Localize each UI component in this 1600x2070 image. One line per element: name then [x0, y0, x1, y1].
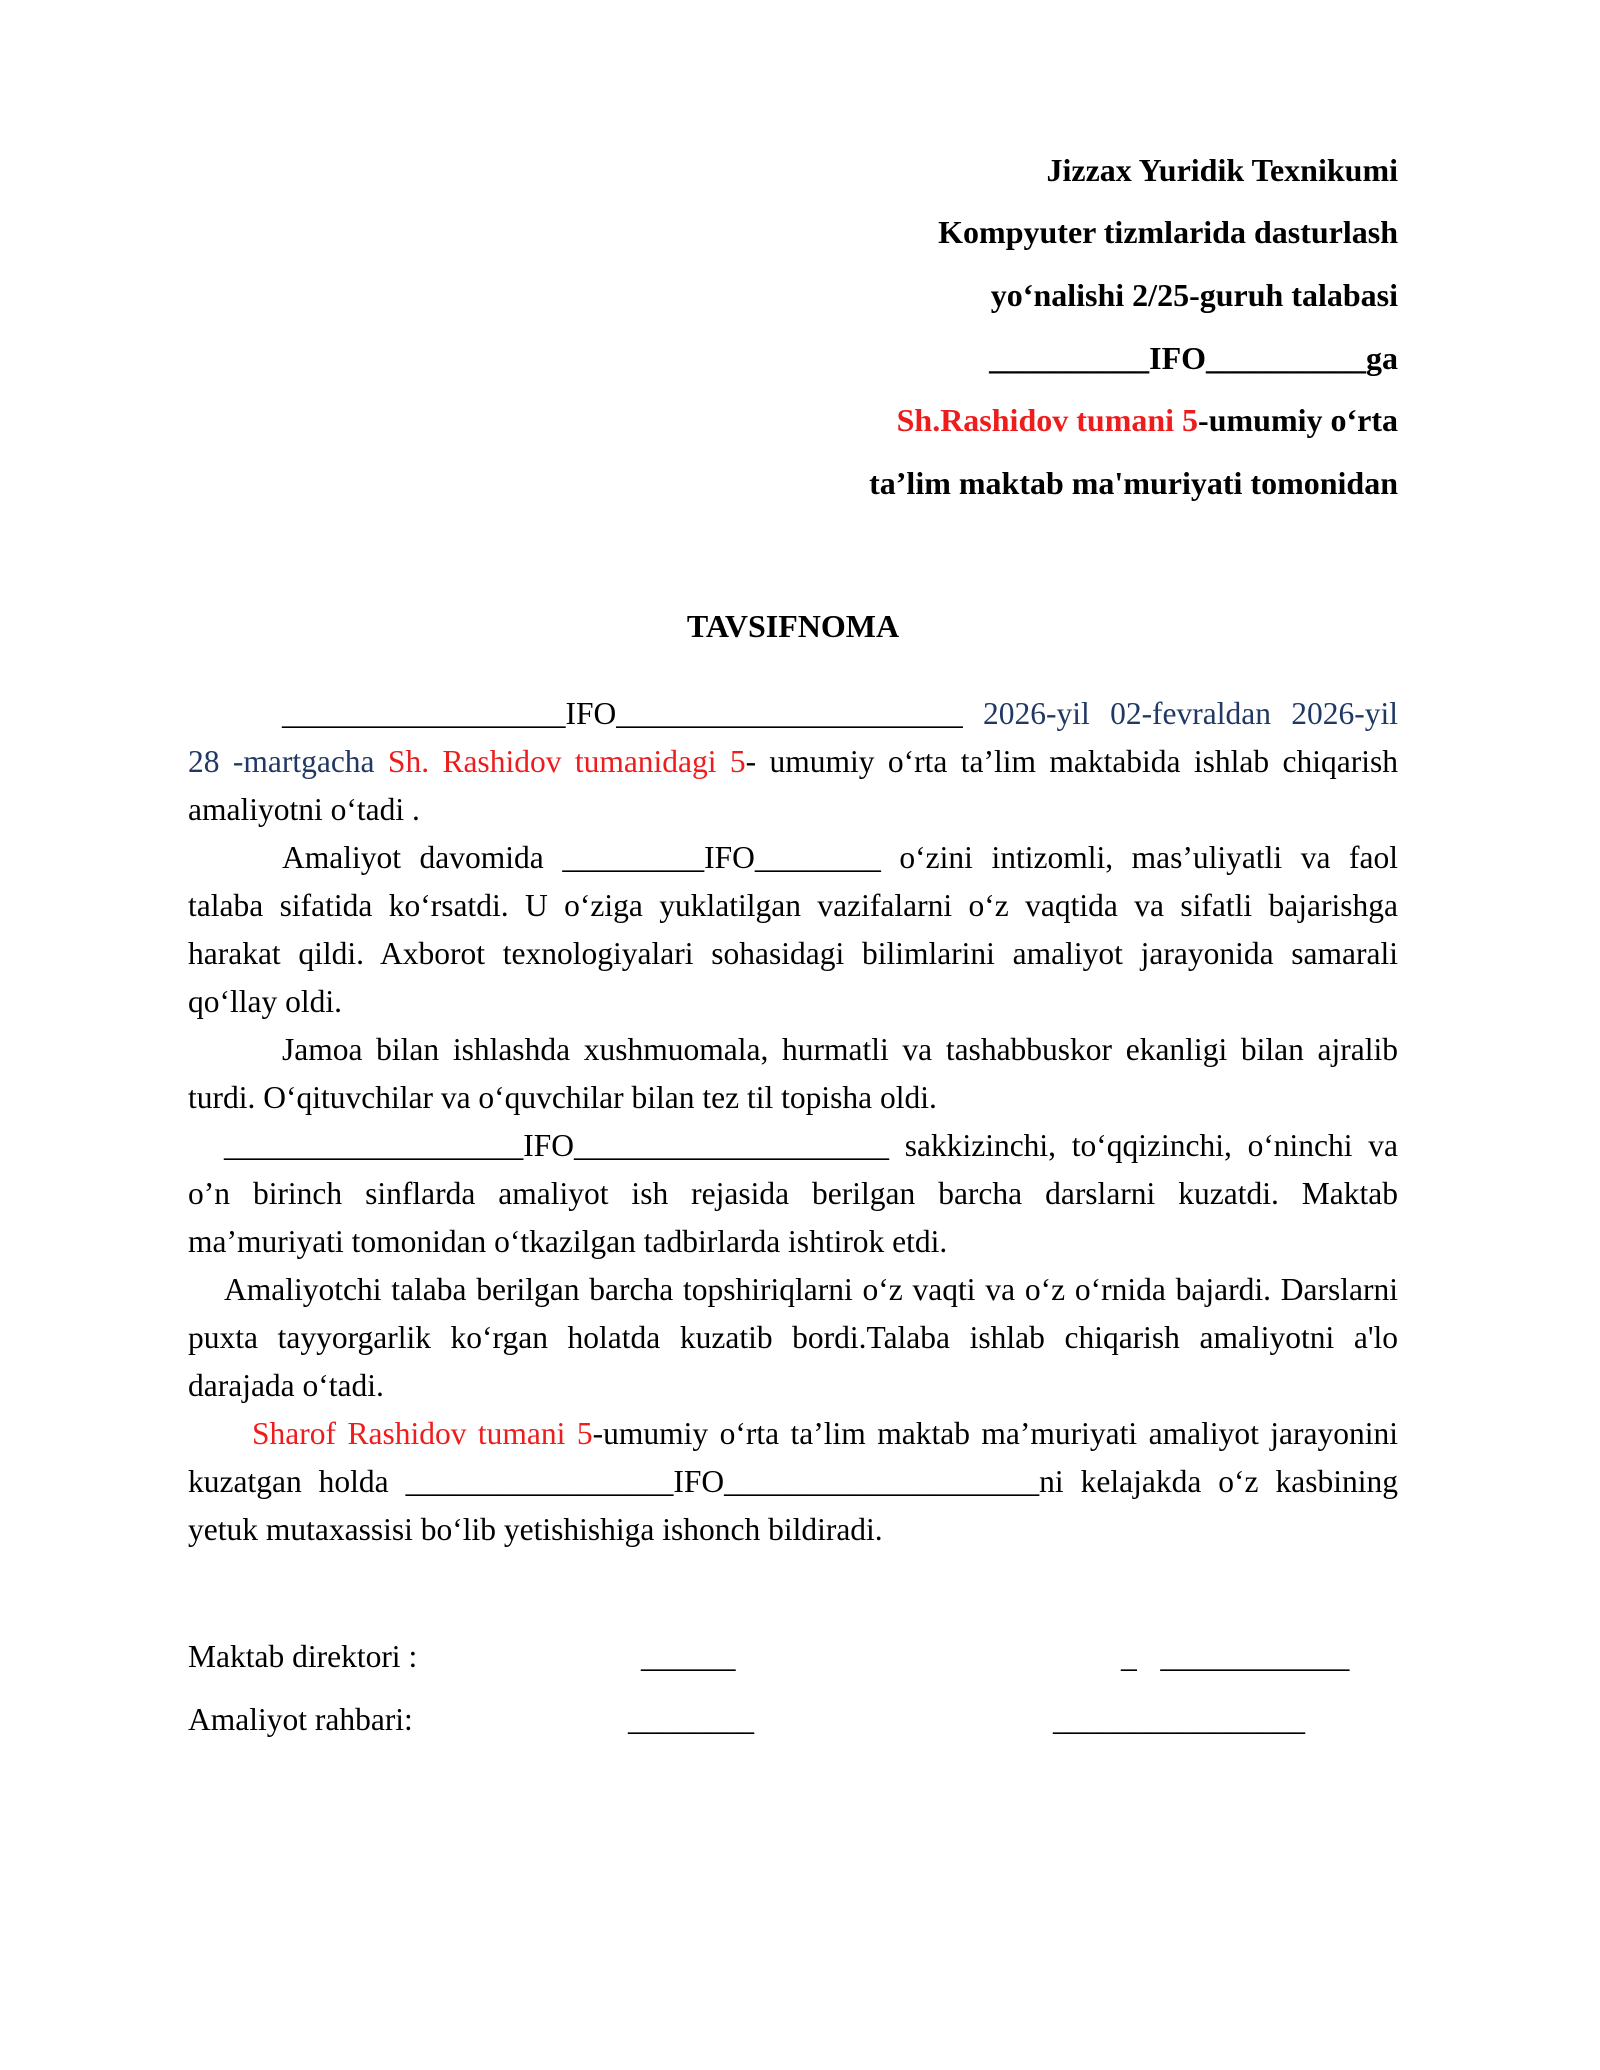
director-label: Maktab direktori : [188, 1639, 418, 1674]
paragraph-5: Amaliyotchi talaba berilgan barcha topshiriqlarni o‘z vaqti va o‘z o‘rnida bajardi. Darslarni puxta tayyorgarlik ko‘rgan holatda kuzatib bordi.Talaba ishlab chiqarish amaliyotni a'lo darajada o‘tadi. [188, 1272, 1398, 1403]
document-body [188, 690, 1398, 1554]
supervisor-name-line: ________________ [1053, 1702, 1305, 1737]
header-institution: Jizzax Yuridik Texnikumi [1046, 152, 1398, 188]
name-blank: __________________IFO______________________ [282, 696, 984, 731]
date-range: 2026-yil 02-fevraldan 2026-yil 28 -martgacha [188, 696, 1398, 779]
paragraph-6 [188, 1410, 1398, 1554]
supervisor-signature-line: ________ [628, 1702, 754, 1737]
director-signature-line: ______ [641, 1639, 736, 1674]
signature-supervisor [188, 1700, 1398, 1740]
header-group: yo‘nalishi 2/25-guruh talabasi [990, 277, 1398, 313]
paragraph-2: Amaliyot davomida _________IFO________ o‘zini intizomli, mas’uliyatli va faol talaba sifatida ko‘rsatdi. U o‘ziga yuklatilgan vazifalarni o‘z vaqtida va sifatli bajarishga harakat qildi. Axborot texnologiyalari sohasidagi bilimlarini amaliyot jarayonida samarali qo‘llay oldi. [188, 840, 1398, 1019]
header-school-name: Sh.Rashidov tumani 5 [896, 402, 1199, 438]
paragraph-3: Jamoa bilan ishlashda xushmuomala, hurmatli va tashabbuskor ekanligi bilan ajralib turdi. O‘qituvchilar va o‘quvchilar bilan tez til topisha oldi. [188, 1032, 1398, 1115]
director-name-line: _ ____________ [1121, 1639, 1350, 1674]
header-school [188, 400, 1398, 440]
school-name: Sh. Rashidov tumanidagi 5 [374, 744, 746, 779]
paragraph-4: ___________________IFO____________________ sakkizinchi, to‘qqizinchi, o‘ninchi va o’n birinch sinflarda amaliyot ish rejasida berilgan barcha darslarni kuzatdi. Maktab ma’muriyati tomonidan o‘tkazilgan tadbirlarda ishtirok etdi. [188, 1128, 1398, 1259]
header-administration: ta’lim maktab ma'muriyati tomonidan [869, 465, 1398, 501]
paragraph-1-text: - umumiy o‘rta ta’lim maktabida ishlab chiqarish amaliyotni o‘tadi . [188, 744, 1398, 827]
signature-director [188, 1637, 1398, 1677]
paragraph-1 [188, 690, 1398, 834]
header-recipient: __________IFO__________ga [989, 340, 1398, 376]
supervisor-label: Amaliyot rahbari: [188, 1702, 413, 1737]
school-name-full: Sharof Rashidov tumani 5 [252, 1416, 593, 1451]
header-school-type: -umumiy o‘rta [1198, 402, 1398, 438]
paragraph-6-text: -umumiy o‘rta ta’lim maktab ma’muriyati amaliyot jarayonini kuzatgan holda _________________IFO____________________ni kelajakda o‘z kasbining yetuk mutaxassisi bo‘lib yetishishiga ishonch bildiradi. [188, 1416, 1399, 1547]
header-specialty: Kompyuter tizmlarida dasturlash [938, 214, 1398, 250]
document-title: TAVSIFNOMA [686, 608, 900, 644]
